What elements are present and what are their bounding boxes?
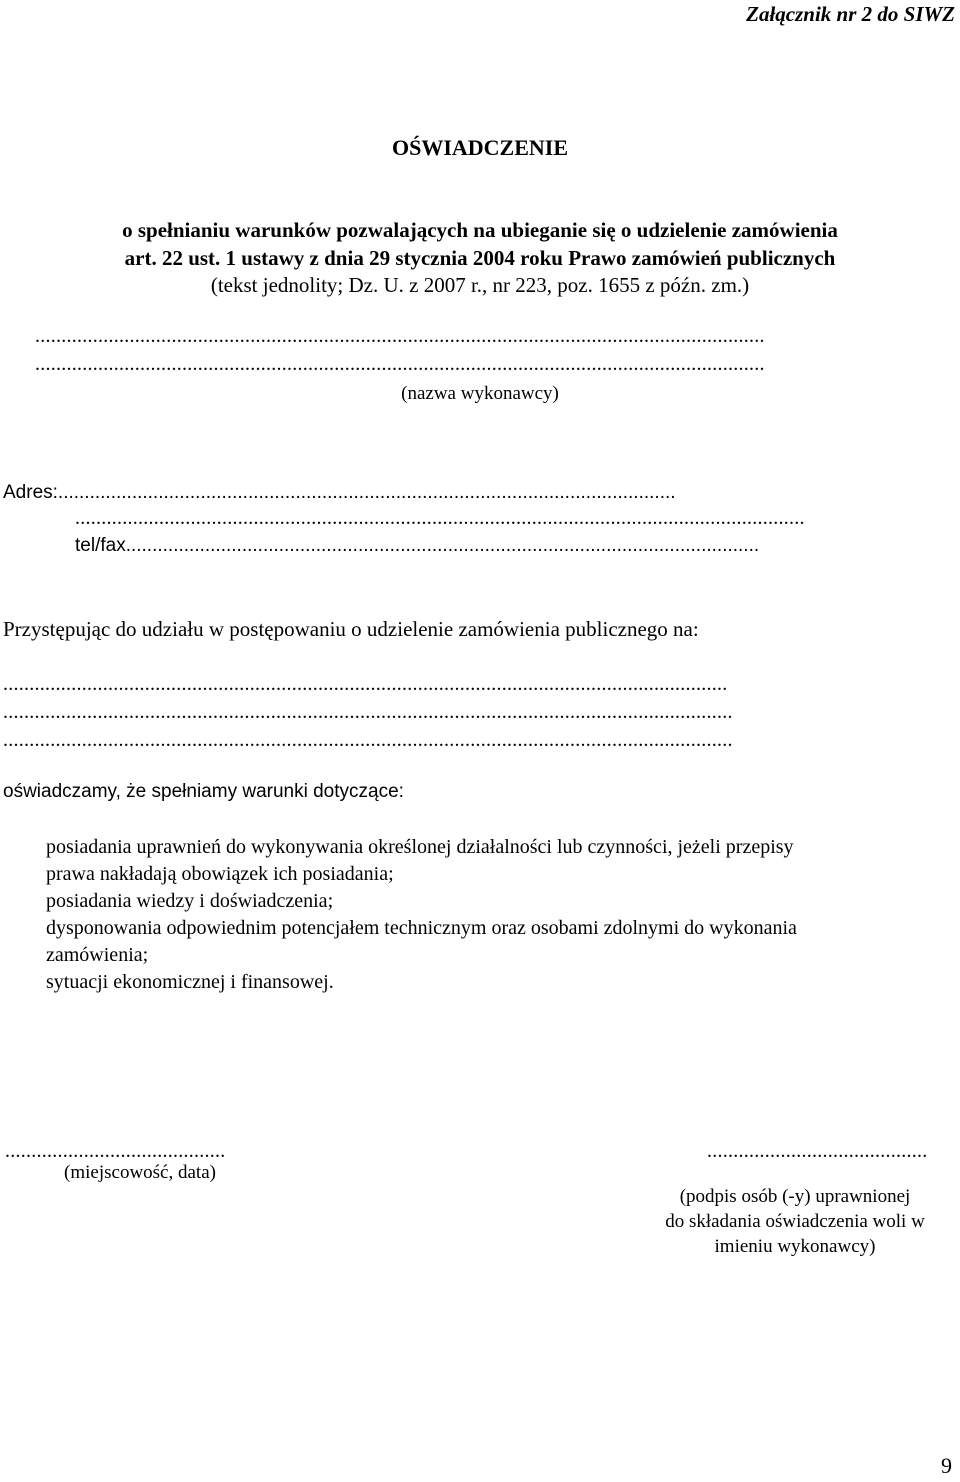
condition-line-3: posiadania wiedzy i doświadczenia; xyxy=(46,890,334,912)
condition-line-2: prawa nakładają obowiązek ich posiadania; xyxy=(46,863,394,885)
procurement-intro: Przystępując do udziału w postępowaniu o udzielenie zamówienia publicznego na: xyxy=(3,617,699,641)
contractor-caption: (nazwa wykonawcy) xyxy=(401,383,559,404)
document-title: OŚWIADCZENIE xyxy=(391,135,569,160)
condition-line-4: dysponowania odpowiednim potencjałem technicznym oraz osobami zdolnymi do wykonania xyxy=(46,917,797,939)
subtitle-line-3: (tekst jednolity; Dz. U. z 2007 r., nr 223, poz. 1655 z późn. zm.) xyxy=(210,273,750,297)
subtitle-line-2: art. 22 ust. 1 ustawy z dnia 29 stycznia 2004 roku Prawo zamówień publicznych xyxy=(124,246,836,270)
address-label: Adres:..................................................................................................................... xyxy=(3,482,676,503)
address-dots: ........................................................................................................................................... xyxy=(75,507,805,529)
subtitle-line-1: o spełnianiu warunków pozwalających na ubieganie się o udzielenie zamówienia xyxy=(122,218,838,242)
procurement-dots-1: .......................................................................................................................................... xyxy=(3,673,728,695)
contractor-dots-2: ........................................................................................................................................... xyxy=(35,353,765,375)
declaration-intro: oświadczamy, że spełniamy warunki dotyczące: xyxy=(3,781,404,802)
procurement-dots-3: ........................................................................................................................................... xyxy=(3,729,733,751)
signature-caption-1: (podpis osób (-y) uprawnionej xyxy=(679,1186,911,1207)
phone-label: tel/fax........................................................................................................................ xyxy=(75,535,760,556)
annex-label: Załącznik nr 2 do SIWZ xyxy=(746,2,955,26)
signature-caption-2: do składania oświadczenia woli w xyxy=(665,1211,925,1232)
place-date-dots: .......................................... xyxy=(5,1140,226,1162)
place-date-caption: (miejscowość, data) xyxy=(64,1162,216,1183)
procurement-dots-2: ........................................................................................................................................... xyxy=(3,701,733,723)
contractor-dots-1: ........................................................................................................................................... xyxy=(35,325,765,347)
condition-line-1: posiadania uprawnień do wykonywania określonej działalności lub czynności, jeżeli przepisy xyxy=(46,836,794,858)
condition-line-6: sytuacji ekonomicznej i finansowej. xyxy=(46,971,334,993)
condition-line-5: zamówienia; xyxy=(46,944,149,966)
page-number: 9 xyxy=(941,1453,952,1478)
signature-caption-3: imieniu wykonawcy) xyxy=(714,1236,876,1257)
signature-dots: .......................................... xyxy=(707,1140,928,1162)
